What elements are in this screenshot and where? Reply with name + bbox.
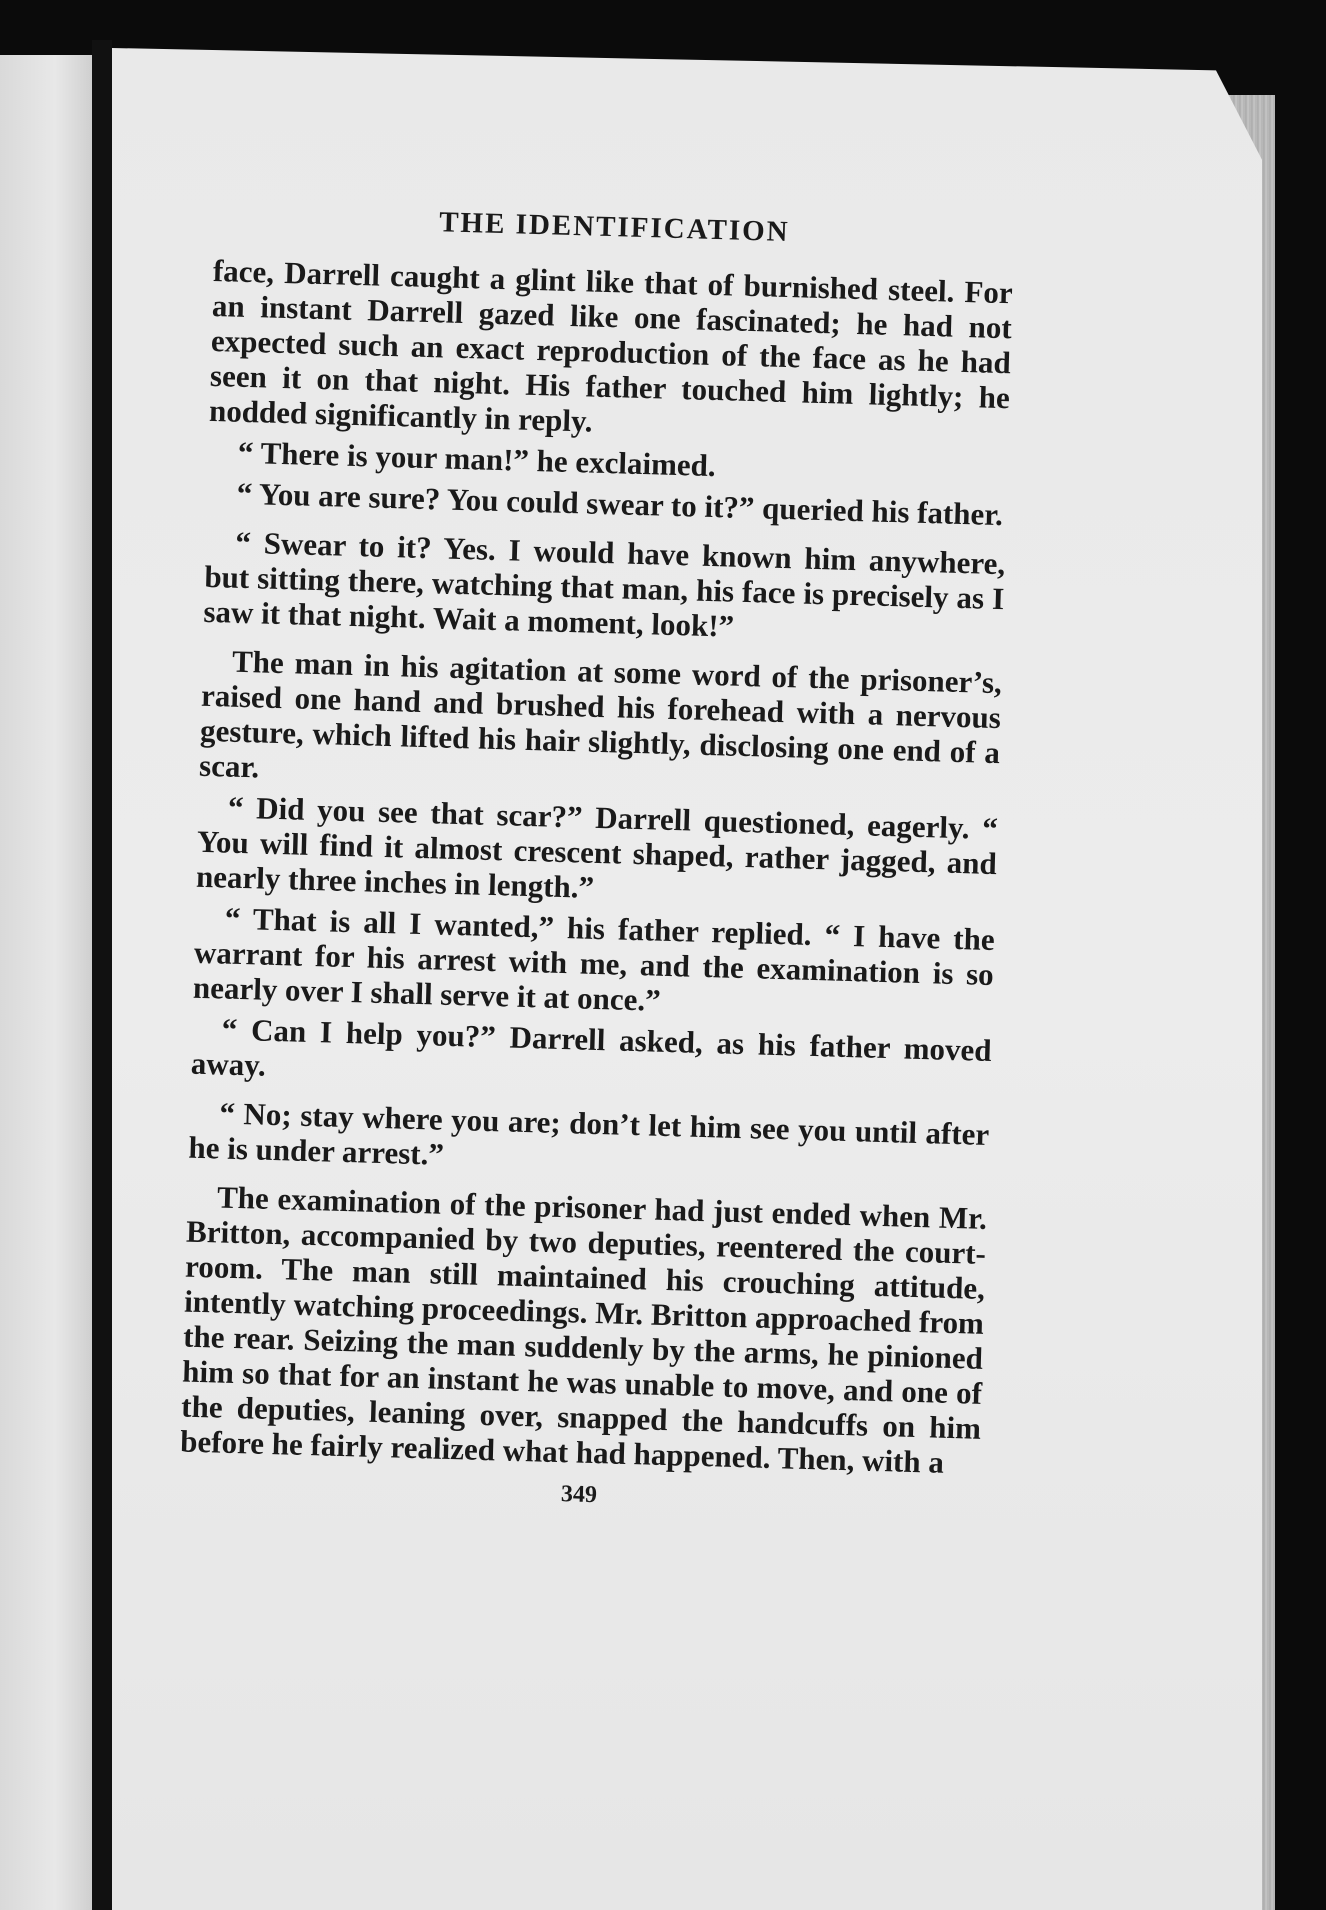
running-head: THE IDENTIFICATION (438, 206, 791, 249)
paragraph-6: “ Did you see that scar?” Darrell questioned, eagerly. “ You will find it almost crescent shaped, rather jagged, and nearly three inches in length.” (195, 789, 999, 905)
paragraph-5: The man in his agitation at some word of the prisoner’s, raised one hand and brushed his forehead with a nervous gesture, which lifted his hair slightly, disclosing one end of a scar. (198, 643, 1003, 785)
paragraph-9: “ No; stay where you are; don’t let him see you until after he is under arrest.” (188, 1095, 990, 1172)
paragraph-2: “ There is your man!” he exclaimed. (237, 434, 717, 484)
facing-page-edge (0, 55, 92, 1910)
paragraph-1: face, Darrell caught a glint like that of burnished steel. For an instant Darrell gazed like one fascinated; he had not expected such an exact reproduction of the face as he had seen it on that night. His father touched him lightly; he nodded significantly in reply. (208, 252, 1014, 439)
page-text-block (179, 200, 1015, 1520)
paragraph-3: “ You are sure? You could swear to it?” queried his father. (236, 475, 1004, 533)
page-number: 349 (560, 1481, 598, 1509)
book-gutter (92, 40, 112, 1910)
paragraph-8: “ Can I help you?” Darrell asked, as his father moved away. (190, 1011, 993, 1083)
paragraph-4: “ Swear to it? Yes. I would have known him anywhere, but sitting there, watching that man, his face is precisely as I saw it that night. Wait a moment, look!” (203, 524, 1006, 644)
paragraph-7: “ That is all I wanted,” his father replied. “ I have the warrant for his arrest with me, and the examination is so nearly over I shall serve it at once.” (192, 900, 996, 1018)
paragraph-10: The examination of the prisoner had just ended when Mr. Britton, accompanied by two deputies, reentered the court-room. The man still maintained his crouching attitude, intently watching proceedings. Mr. Britton approached from the rear. Seizing the man suddenly by the arms, he pinioned him so that for an instant he was unable to move, and one of the deputies, leaning over, snapped the handcuffs on him before he fairly realized what had happened. Then, with a (179, 1179, 988, 1480)
